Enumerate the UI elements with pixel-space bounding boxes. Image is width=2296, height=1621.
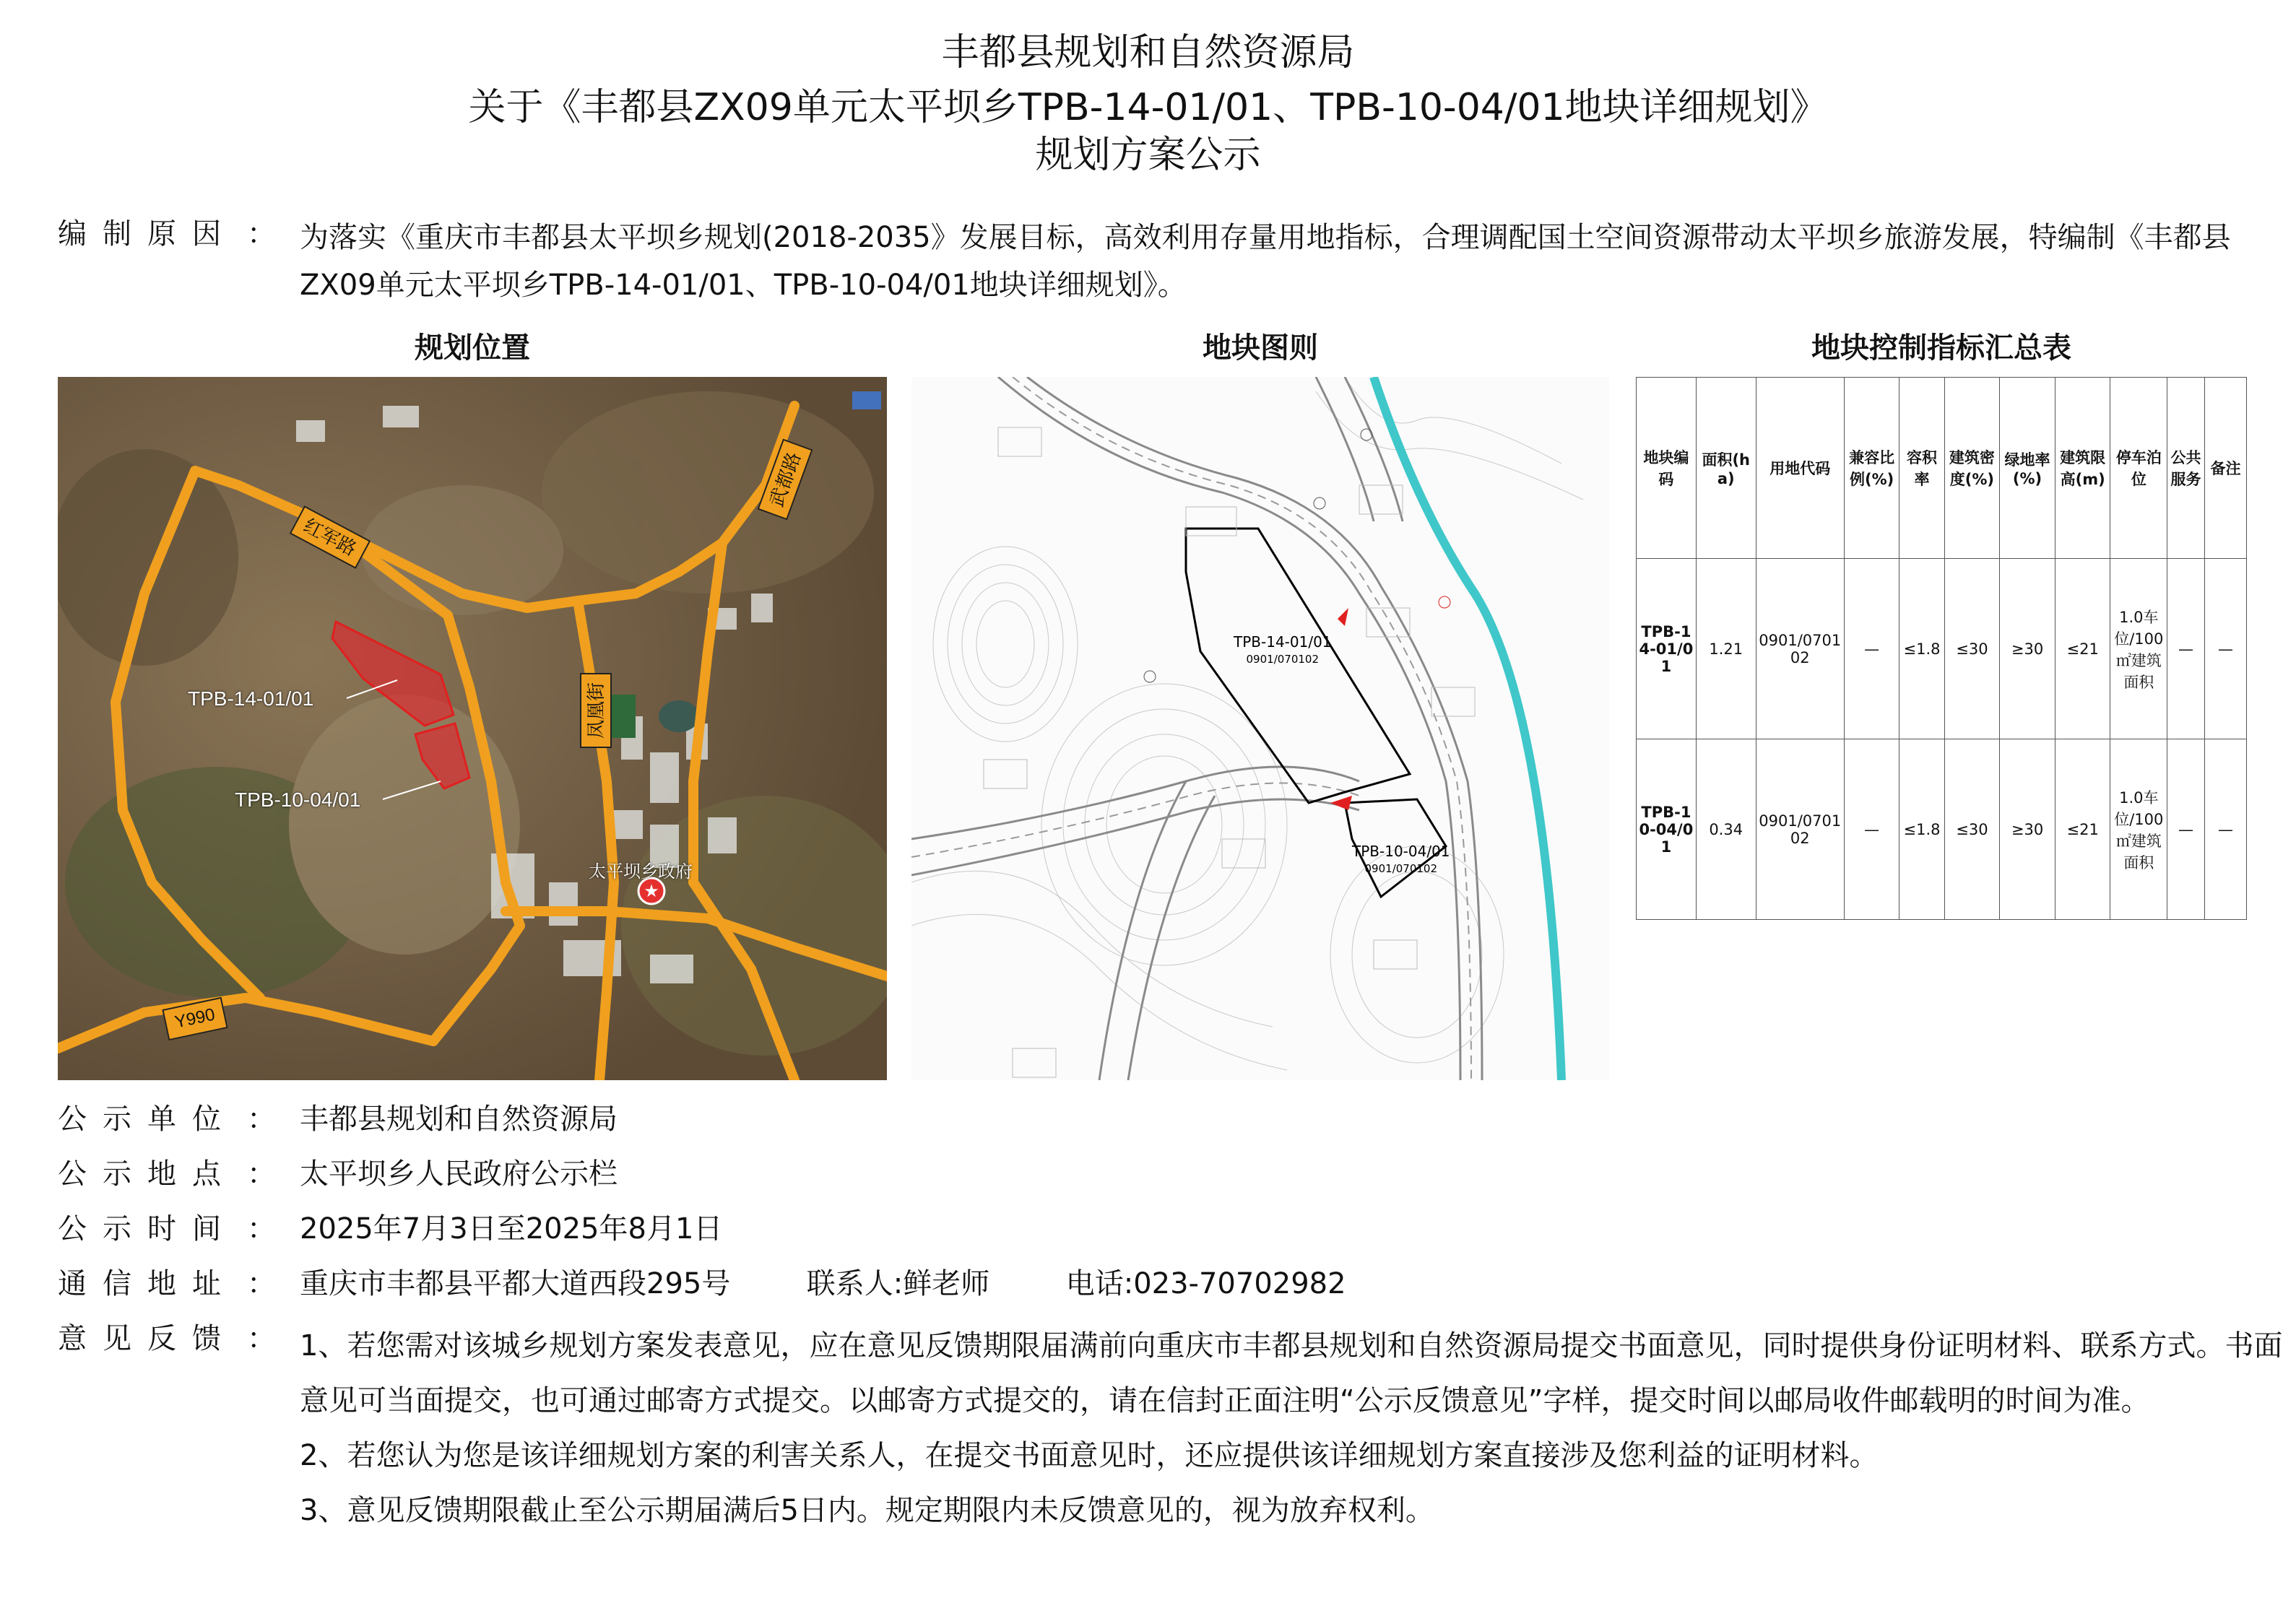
info-label: 公示单位	[58, 1103, 237, 1136]
page-title-issuer: 丰都县规划和自然资源局	[941, 31, 1355, 74]
table-header: 绿地率(%)	[2000, 378, 2055, 559]
reason-text: 为落实《重庆市丰都县太平坝乡规划(2018-2035》发展目标，高效利用存量用地指标，合理调配国土空间资源带动太平坝乡旅游发展，特编制《丰都县ZX09单元太平坝乡TPB-14-01/01、TPB-10-04/01地块详细规划》。	[300, 221, 2231, 302]
map-symbol-icon	[1144, 671, 1156, 682]
parcel-label-tpb-14: TPB-14-01/01	[188, 687, 314, 710]
table-cell: ≤30	[1944, 559, 2000, 739]
table-header: 停车泊位	[2110, 378, 2167, 559]
table-cell: 0.34	[1696, 739, 1756, 920]
colon: ：	[247, 1103, 276, 1136]
info-label: 通信地址	[58, 1267, 237, 1300]
table-header: 建筑密度(%)	[1944, 378, 2000, 559]
road-label-wudu: 武都路	[758, 439, 813, 521]
colon: ：	[247, 217, 276, 251]
table-row	[1637, 739, 2247, 920]
landmark-label: 太平坝乡政府	[589, 862, 693, 882]
colon: ：	[247, 1322, 276, 1355]
table-header: 建筑限高(m)	[2055, 378, 2110, 559]
table-cell: ≤21	[2055, 559, 2110, 739]
table-header-row	[1637, 378, 2247, 559]
table-row	[1637, 559, 2247, 739]
table-header: 面积(ha)	[1696, 378, 1756, 559]
svg-text:★: ★	[644, 881, 659, 901]
info-value: 太平坝乡人民政府公示栏	[300, 1157, 618, 1191]
table-cell: —	[2204, 739, 2246, 920]
info-value: 2025年7月3日至2025年8月1日	[300, 1212, 723, 1246]
feedback-item: 3、意见反馈期限截止至公示期届满后5日内。规定期限内未反馈意见的，视为放弃权利。	[300, 1494, 1434, 1527]
table-cell: —	[2204, 559, 2246, 739]
table-cell: 0901/070102	[1756, 739, 1844, 920]
map-symbol-icon	[1314, 497, 1325, 509]
info-label: 公示地点	[58, 1157, 237, 1191]
control-index-table	[1636, 377, 2247, 920]
colon: ：	[247, 1212, 276, 1246]
location-map-svg	[58, 377, 887, 1080]
table-header: 兼容比例(%)	[1844, 378, 1899, 559]
section-title-plot-plan: 地块图则	[1203, 331, 1318, 365]
info-value: 丰都县规划和自然资源局	[300, 1103, 618, 1136]
parcel-label-tpb-10: TPB-10-04/01	[235, 788, 361, 811]
feedback-list	[300, 1318, 2293, 1538]
plan-parcel-landuse: 0901/070102	[1364, 862, 1438, 875]
map-symbol-icon	[1361, 429, 1372, 440]
table-cell: 1.0车位/100㎡建筑面积	[2110, 559, 2167, 739]
table-header: 用地代码	[1756, 378, 1844, 559]
section-title-table: 地块控制指标汇总表	[1811, 331, 2071, 365]
table-cell: ≤21	[2055, 739, 2110, 920]
address-text: 重庆市丰都县平都大道西段295号	[300, 1267, 731, 1300]
feedback-item: 1、若您需对该城乡规划方案发表意见，应在意见反馈期限届满前向重庆市丰都县规划和自然资源局提交书面意见，同时提供身份证明材料、联系方式。书面意见可当面提交，也可通过邮寄方式提交。以邮寄方式提交的，请在信封正面注明“公示反馈意见”字样，提交时间以邮局收件邮载明的时间为准。	[300, 1329, 2283, 1417]
page-subtitle: 规划方案公示	[1035, 134, 1261, 177]
entrance-marker-icon	[1338, 608, 1348, 626]
plot-plan-svg	[911, 377, 1609, 1080]
coordinate-annotations	[984, 427, 1475, 1077]
river	[1374, 377, 1561, 1080]
table-cell: —	[2167, 739, 2205, 920]
feedback-item: 2、若您认为您是该详细规划方案的利害关系人，在提交书面意见时，还应提供该详细规划方案直接涉及您利益的证明材料。	[300, 1439, 1879, 1472]
plan-roads	[911, 377, 1482, 1080]
table-cell: 1.21	[1696, 559, 1756, 739]
table-cell: 1.0车位/100㎡建筑面积	[2110, 739, 2167, 920]
plan-parcel-label-10	[1352, 843, 1450, 877]
info-value	[300, 1264, 2293, 1304]
road-label-y990: Y990	[162, 997, 228, 1041]
table-cell: ≤1.8	[1899, 739, 1944, 920]
location-map	[58, 377, 887, 1080]
table-cell: TPB-14-01/01	[1637, 559, 1697, 739]
phone-text: 电话:023-70702982	[1065, 1267, 1346, 1300]
table-cell: ≥30	[2000, 559, 2055, 739]
info-label: 意见反馈	[58, 1322, 237, 1355]
plot-plan-map	[911, 377, 1609, 1080]
plan-parcel-code: TPB-14-01/01	[1234, 633, 1332, 651]
plan-parcel-code: TPB-10-04/01	[1352, 843, 1450, 860]
table-cell: 0901/070102	[1756, 559, 1844, 739]
table-cell: —	[2167, 559, 2205, 739]
table-cell: TPB-10-04/01	[1637, 739, 1697, 920]
table-header: 备注	[2204, 378, 2246, 559]
table-cell: ≥30	[2000, 739, 2055, 920]
table-cell: —	[1844, 559, 1899, 739]
entrance-marker-icon	[1330, 796, 1352, 810]
table-cell: ≤30	[1944, 739, 2000, 920]
plan-parcel-landuse: 0901/070102	[1246, 653, 1320, 666]
table-cell: —	[1844, 739, 1899, 920]
page-title: 关于《丰都县ZX09单元太平坝乡TPB-14-01/01、TPB-10-04/01地块详细规划》	[468, 86, 1828, 129]
road-label-fenghuang: 凤凰街	[580, 673, 612, 748]
table-header: 公共服务	[2167, 378, 2205, 559]
contact-text: 联系人:鲜老师	[806, 1267, 990, 1300]
pond	[659, 700, 699, 732]
section-title-location: 规划位置	[415, 331, 530, 365]
colon: ：	[247, 1157, 276, 1191]
road-centerlines	[911, 377, 1471, 1080]
table-header: 容积率	[1899, 378, 1944, 559]
reason-label: 编制原因	[58, 217, 237, 251]
road-label-hongjun: 红军路	[290, 505, 371, 569]
table-header: 地块编码	[1637, 378, 1697, 559]
table-cell: ≤1.8	[1899, 559, 1944, 739]
info-label: 公示时间	[58, 1212, 237, 1246]
colon: ：	[247, 1267, 276, 1300]
plan-parcel-label-14	[1234, 633, 1332, 668]
map-symbol-icon	[1439, 596, 1450, 608]
